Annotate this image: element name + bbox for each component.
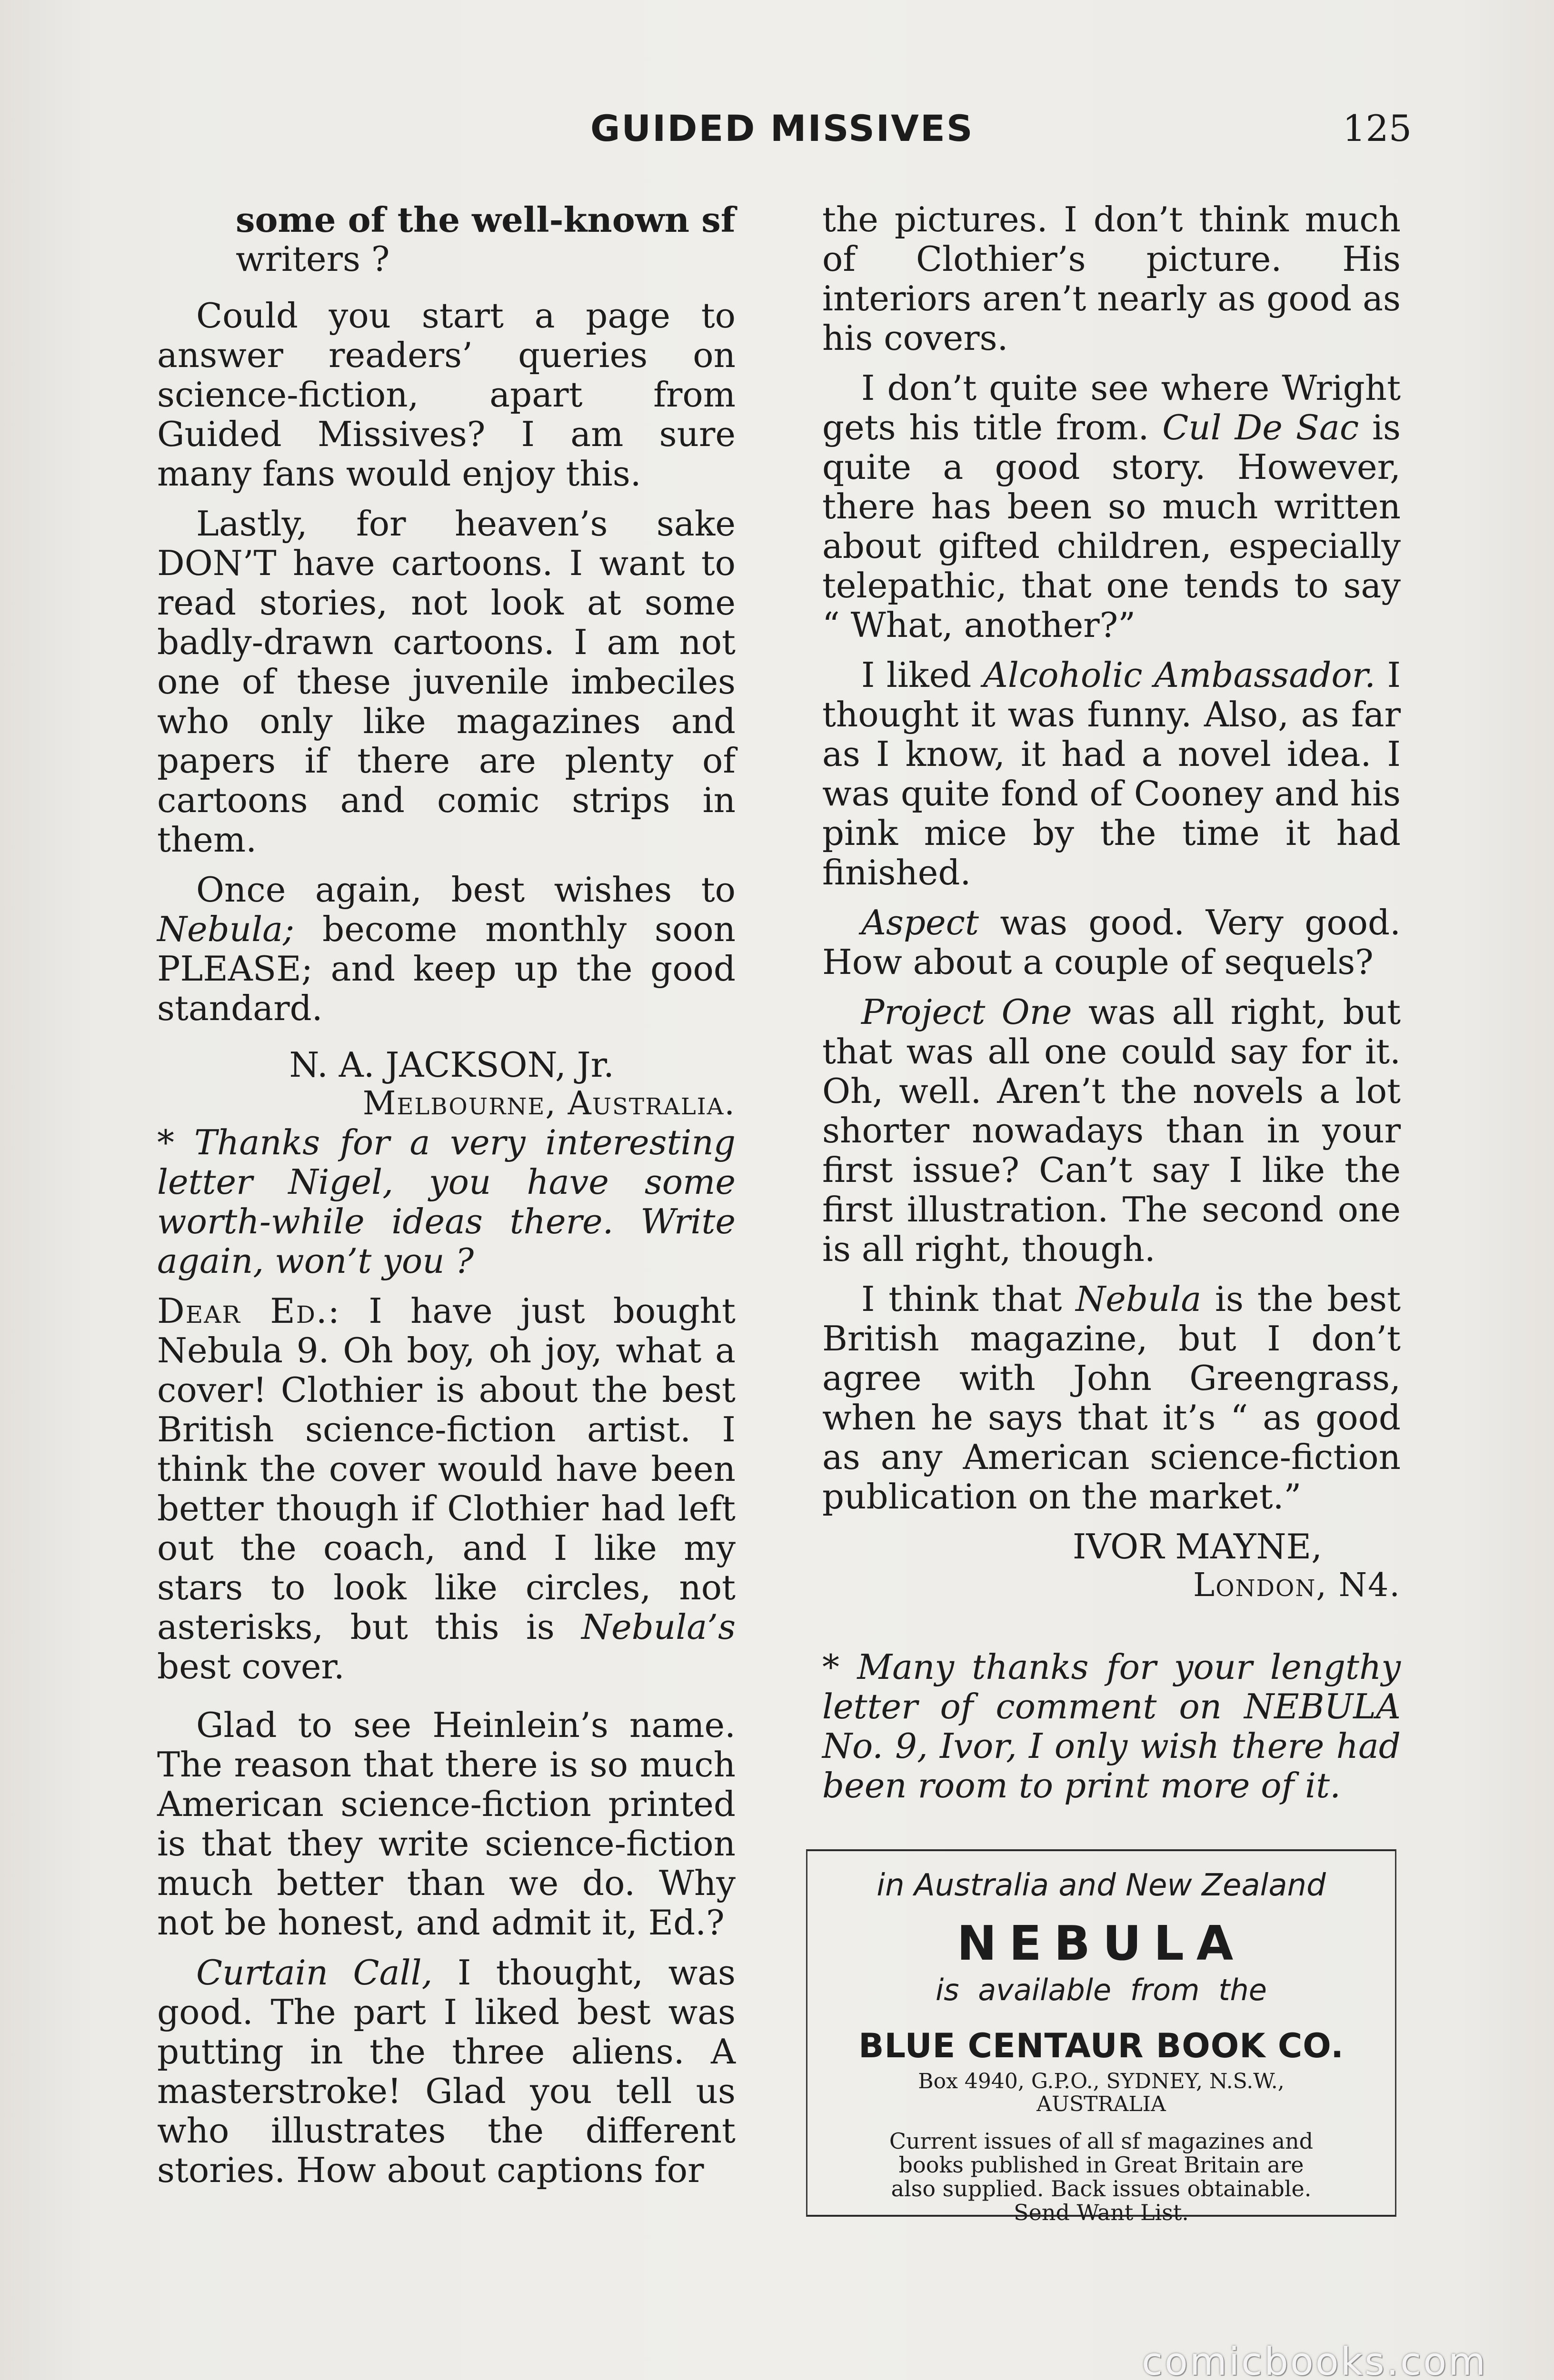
note-line: also supplied. Back issues obtainable.	[891, 2176, 1312, 2202]
right-column	[822, 200, 1401, 1816]
paragraph-text: Once again, best wishes to	[196, 870, 736, 910]
paragraph-text: I don’t quite see where Wright gets his title from.	[822, 368, 1401, 447]
letter-paragraph	[822, 655, 1401, 892]
letter-paragraph: Could you start a page to answer readers’ queries on science-fiction, apart from Guided Missives? I am sure many fans would enjoy this.	[157, 296, 736, 494]
advert-title: NEBULA	[956, 1915, 1246, 1971]
running-head: GUIDED MISSIVES	[590, 107, 974, 149]
letter-paragraph	[822, 903, 1401, 982]
paragraph-text: become monthly soon PLEASE; and keep up the good standard.	[157, 909, 736, 1028]
paragraph-text: best cover.	[157, 1646, 345, 1686]
paragraph-text: I liked	[861, 655, 972, 695]
magazine-title: Nebula’s	[581, 1607, 736, 1647]
magazine-title: Nebula	[1076, 1279, 1202, 1319]
address-line: AUSTRALIA	[1036, 2092, 1166, 2116]
letter-paragraph	[822, 992, 1401, 1269]
story-title: Alcoholic Ambassador.	[983, 655, 1376, 695]
paragraph-text: is quite a good story. However, there has been so much written about gifted children, especially telepathic, that one tends to say “ What, another?”	[822, 407, 1401, 645]
bookshop-advert	[806, 1849, 1396, 2225]
letter-paragraph: Lastly, for heaven’s sake DON’T have cartoons. I want to read stories, not look at some badly-drawn cartoons. I am not one of these juvenile imbeciles who only like magazines and papers if there are plenty of cartoons and comic strips in them.	[157, 504, 736, 860]
paragraph-text: was good. Very good. How about a couple of sequels?	[822, 902, 1401, 982]
note-line: books published in Great Britain are	[898, 2152, 1304, 2178]
letter-paragraph	[157, 1291, 736, 1686]
letter-paragraph: the pictures. I don’t think much of Clothier’s picture. His interiors aren’t nearly as good as his covers.	[822, 199, 1401, 358]
watermark: comicbooks.com	[1142, 2340, 1488, 2380]
paragraph-text: I think that	[861, 1279, 1062, 1319]
story-title: Cul De Sac	[1162, 407, 1359, 447]
note-line: Send Want List.	[1014, 2200, 1189, 2225]
page-number: 125	[1343, 107, 1412, 149]
letter-paragraph	[822, 368, 1401, 645]
paragraph-text: I have just bought Nebula 9. Oh boy, oh joy, what a cover! Clothier is about the best British science-fiction artist. I think the cover would have been better though if Clothier had left out the coach, and I like my stars to look like circles, not asterisks, but this is	[157, 1291, 736, 1647]
paragraph-text: I thought, was good. The part I liked best was putting in the three aliens. A masterstroke! Glad you tell us who illustrates the different stories. How about captions for	[157, 1953, 736, 2190]
editor-reply: * Many thanks for your lengthy letter of comment on NEBULA No. 9, Ivor, I only wish there had been room to print more of it.	[822, 1647, 1401, 1805]
letter-paragraph	[157, 870, 736, 1028]
salutation: Dear Ed.:	[157, 1291, 341, 1331]
magazine-title: Nebula;	[157, 909, 295, 949]
paragraph-text: I thought it was funny. Also, as far as I know, it had a novel idea. I was quite fond of Cooney and his pink mice by the time it had finished.	[822, 655, 1401, 892]
story-title: Aspect	[861, 902, 979, 942]
signature-name: N. A. JACKSON, Jr.	[289, 1045, 614, 1085]
signature-block	[157, 1045, 736, 1123]
left-column	[157, 200, 736, 2201]
signature-place: Melbourne, Australia.	[362, 1085, 736, 1122]
advert-availability-line: is available from the	[936, 1973, 1267, 2007]
signature-block	[822, 1527, 1401, 1605]
advert-region-line: in Australia and New Zealand	[877, 1868, 1326, 1903]
advert-note	[807, 2129, 1395, 2224]
continuation-paragraph	[157, 200, 736, 279]
paragraph-text: is the best British magazine, but I don’t agree with John Greengrass, when he says that it’s “ as good as any American science-fiction publication on the market.”	[822, 1279, 1401, 1517]
note-line: Current issues of all sf magazines and	[889, 2128, 1314, 2154]
address-line: Box 4940, G.P.O., SYDNEY, N.S.W.,	[918, 2069, 1285, 2093]
signature-place: London, N4.	[1193, 1567, 1401, 1604]
letter-paragraph	[157, 1953, 736, 2190]
signature-name: IVOR MAYNE,	[1072, 1527, 1322, 1567]
letter-paragraph: Glad to see Heinlein’s name. The reason that there is so much American science-fiction printed is that they write science-fiction much better than we do. Why not be honest, and admit it, Ed.?	[157, 1705, 736, 1943]
story-title: Curtain Call,	[196, 1953, 433, 1993]
continuation-line-1: some of the well-known sf	[236, 199, 736, 240]
letter-paragraph	[822, 1279, 1401, 1517]
continuation-line-2: writers ?	[236, 239, 390, 279]
paragraph-text: was all right, but that was all one could say for it. Oh, well. Aren’t the novels a lot shorter nowadays than in your first issue? Can’t say I like the first illustration. The second one is all right, though.	[822, 992, 1401, 1269]
advert-address	[807, 2070, 1395, 2116]
editor-reply: * Thanks for a very interesting letter Nigel, you have some worth-while ideas there. Write again, won’t you ?	[157, 1122, 736, 1281]
advert-company: BLUE CENTAUR BOOK CO.	[858, 2026, 1344, 2065]
story-title: Project One	[861, 992, 1072, 1032]
